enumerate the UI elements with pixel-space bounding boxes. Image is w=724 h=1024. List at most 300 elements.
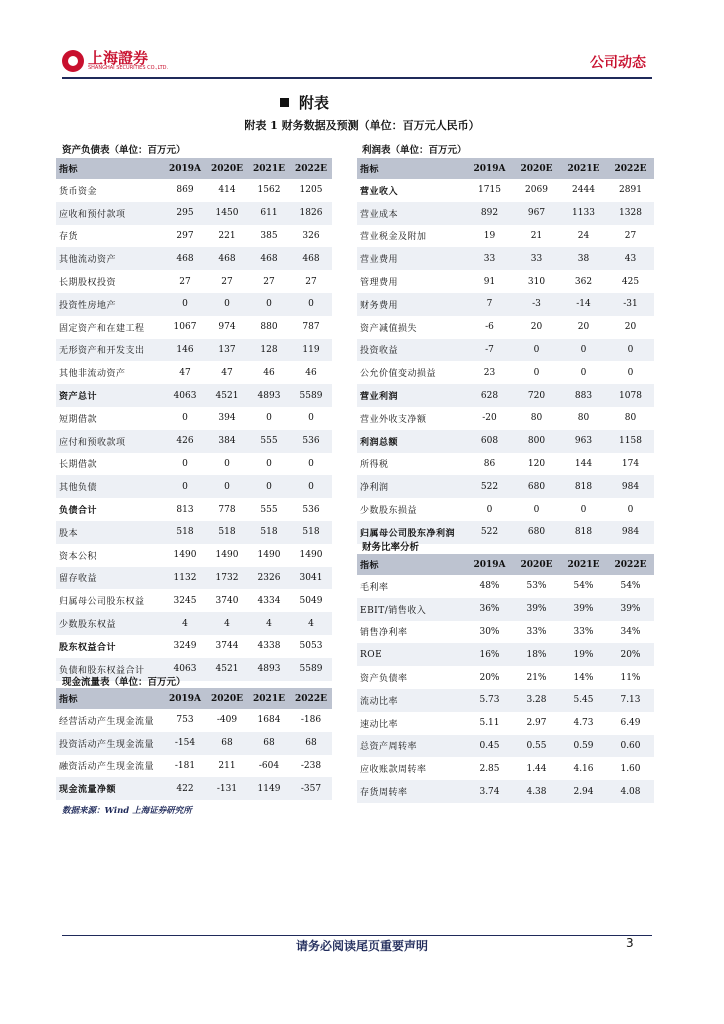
table-cell: 1132 [164,567,206,590]
column-header: 2021E [248,688,290,709]
table-cell: 883 [560,384,607,407]
appendix-title: 附表 [299,94,330,112]
row-label: 存货 [59,232,79,243]
table-cell: 0 [580,367,587,378]
row-label: 现金流量净额 [56,777,164,800]
table-cell: 4 [248,612,290,635]
row-label: 营业利润 [357,384,466,407]
table-row [357,575,654,598]
table-cell: -409 [216,715,238,726]
table-row [56,521,332,544]
column-header: 指标 [56,158,164,179]
row-label: 利润总额 [357,430,466,453]
row-label: 总资产周转率 [357,735,466,758]
table-cell: 5589 [290,658,332,681]
table-cell: 0 [290,293,332,316]
table-cell: 1562 [257,185,281,196]
table-row [357,475,654,498]
row-label: 资本公积 [59,551,98,562]
ratios-title: 财务比率分析 [362,542,420,553]
table-cell: 468 [290,247,332,270]
row-label: ROE [357,643,466,666]
table-cell: 91 [483,276,496,287]
row-label: 经营活动产生现金流量 [59,716,155,727]
table-cell: 174 [621,458,640,469]
column-header: 2019A [466,158,513,179]
table-row [357,430,654,453]
table-row [56,202,332,225]
row-label: 长期借款 [59,460,98,471]
table-cell: 27 [305,276,317,287]
table-cell: 1490 [257,550,281,561]
table-cell: 68 [290,732,332,755]
table-header-row [56,158,332,179]
table-cell: -181 [174,760,196,771]
table-cell: 422 [164,777,206,800]
table-cell: 4521 [206,384,248,407]
row-label: 速动比率 [360,719,399,730]
table-cell: 680 [513,475,560,498]
row-label: 固定资产和在建工程 [59,323,145,334]
table-cell: 3740 [215,595,239,606]
table-cell: 4 [164,612,206,635]
column-header: 2022E [290,158,332,179]
table-cell: 818 [560,475,607,498]
row-label: 股东权益合计 [59,642,117,653]
table-cell: 385 [260,230,278,241]
row-label: 短期借款 [59,414,98,425]
table-cell: 0 [224,458,230,469]
row-label: 其他负债 [56,475,164,498]
table-cell: 1490 [173,550,197,561]
table-cell: 6.49 [620,718,641,729]
table-cell: 0.45 [466,735,513,758]
column-header: 2019A [466,554,513,575]
table-cell: 144 [574,458,593,469]
table-cell: 5589 [290,384,332,407]
table-cell: 21% [526,672,547,683]
row-label: 营业税金及附加 [360,232,427,243]
table-cell: 3.28 [513,689,560,712]
table-cell: 4063 [164,384,206,407]
table-cell: 0.60 [607,735,654,758]
table-cell: 720 [513,384,560,407]
table-cell: 0 [248,293,290,316]
table-cell: 34% [620,626,641,637]
table-cell: 1684 [257,715,281,726]
table-cell: 1715 [478,185,501,196]
table-cell: 0 [486,504,493,515]
row-label: 无形资产和开发支出 [56,339,164,362]
table-row [56,430,332,453]
table-row [56,498,332,521]
row-label: 销售净利率 [360,628,408,639]
table-cell: 33% [526,626,547,637]
table-cell: 1067 [173,322,197,333]
table-cell: 27 [263,276,275,287]
table-cell: 43 [607,247,654,270]
row-label: 所得税 [360,460,389,471]
table-cell: 33% [573,626,594,637]
table-cell: 19% [560,643,607,666]
row-label: 管理费用 [360,278,399,289]
income-statement-title: 利润表（单位：百万元） [362,145,467,156]
table-cell: 880 [260,322,278,333]
table-cell: -3 [513,293,560,316]
table-row [357,643,654,666]
logo-text: 上海證券 [88,49,149,67]
table-cell: 3041 [290,567,332,590]
table-row [357,179,654,202]
row-label: 货币资金 [59,186,98,197]
table-cell: 5.45 [560,689,607,712]
table-cell: 680 [513,521,560,544]
row-label: 营业外收支净额 [360,414,427,425]
table-cell: 787 [302,322,320,333]
column-header: 2020E [513,158,560,179]
balance-sheet-table [56,158,332,681]
table-cell: 3.74 [466,780,513,803]
table-cell: 221 [218,230,236,241]
table-cell: 3744 [215,641,239,652]
table-row [357,780,654,803]
table-row [357,384,654,407]
table-cell: 0 [182,458,188,469]
table-cell: 0 [206,475,248,498]
table-cell: 628 [466,384,513,407]
table-cell: 47 [221,367,233,378]
table-cell: 2326 [248,567,290,590]
column-header: 2022E [607,158,654,179]
column-header: 指标 [357,554,466,575]
table-row [56,225,332,248]
table-row [357,757,654,780]
table-cell: 16% [466,643,513,666]
table-cell: 24 [577,230,590,241]
table-cell: 7 [466,293,513,316]
table-row [357,293,654,316]
table-cell: 3245 [173,595,197,606]
table-cell: -357 [290,777,332,800]
table-header-row [357,158,654,179]
table-cell: 0 [266,413,272,424]
table-cell: 2069 [525,185,548,196]
table-row [357,666,654,689]
table-row [56,339,332,362]
column-header: 指标 [357,158,466,179]
table-cell: 4.73 [573,718,594,729]
table-cell: 753 [176,715,194,726]
table-cell: 0 [580,504,587,515]
table-row [56,635,332,658]
table-cell: 39% [607,598,654,621]
table-cell: 0 [182,413,188,424]
table-row [357,689,654,712]
row-label: 融资活动产生现金流量 [59,762,155,773]
table-cell: 5.11 [479,718,500,729]
table-row [357,247,654,270]
table-cell: 47 [179,367,191,378]
table-row [357,225,654,248]
row-label: 流动比率 [357,689,466,712]
table-cell: 20 [577,322,590,333]
table-cell: 0 [290,475,332,498]
table-cell: 48% [479,581,500,592]
table-row [56,732,332,755]
row-label: 资产减值损失 [360,323,418,334]
table-cell: 522 [466,475,513,498]
table-row [357,361,654,384]
logo-subtext: SHANGHAI SECURITIES CO.,LTD. [88,65,169,71]
table-cell: 18% [513,643,560,666]
table-row [56,453,332,476]
table-header-row [56,688,332,709]
table-cell: 4.38 [513,780,560,803]
table-cell: 611 [248,202,290,225]
table-cell: 813 [176,504,194,515]
table-header-row [357,554,654,575]
table-cell: 2.85 [479,763,500,774]
table-cell: 0 [266,458,272,469]
table-cell: 0 [533,367,540,378]
table-cell: 0 [308,458,314,469]
table-cell: 20% [607,643,654,666]
row-label: 少数股东权益 [56,612,164,635]
table-cell: 5053 [299,641,323,652]
table-cell: 0 [164,293,206,316]
column-header: 2020E [206,158,248,179]
table-cell: 518 [290,521,332,544]
table-cell: 295 [164,202,206,225]
table-row [357,712,654,735]
table-cell: 326 [302,230,320,241]
table-row [357,270,654,293]
row-label: 归属母公司股东净利润 [357,521,466,544]
table-cell: 1328 [607,202,654,225]
table-cell: 1490 [299,550,323,561]
table-row [56,384,332,407]
disclaimer-note: 请务必阅读尾页重要声明 [295,939,428,953]
table-cell: 1.60 [620,763,641,774]
table-cell: 0 [206,293,248,316]
row-label: EBIT/销售收入 [357,598,466,621]
table-cell: 800 [513,430,560,453]
table-row [56,316,332,339]
row-label: 净利润 [357,475,466,498]
row-label: 营业费用 [357,247,466,270]
financial-ratios-table [357,554,654,803]
table-cell: 80 [577,413,590,424]
table-cell: 1133 [560,202,607,225]
table-row [56,407,332,430]
header-divider [62,77,652,79]
table-cell: 310 [527,276,546,287]
row-label: 投资活动产生现金流量 [56,732,164,755]
table-cell: 33 [466,247,513,270]
data-source-note: 数据来源：Wind 上海证券研究所 [62,806,192,816]
table-cell: 1732 [206,567,248,590]
company-logo [62,50,168,72]
table-cell: 555 [260,504,278,515]
table-cell: 536 [290,430,332,453]
table-cell: 522 [466,521,513,544]
table-cell: 68 [248,732,290,755]
appendix-heading [280,92,329,113]
row-label: 应收和预付款项 [56,202,164,225]
table-cell: 27 [624,230,637,241]
balance-sheet-title: 资产负债表（单位：百万元） [62,145,186,156]
table-row [56,612,332,635]
table-cell: 297 [176,230,194,241]
table-row [56,475,332,498]
row-label: 应付和预收款项 [56,430,164,453]
table-cell: 518 [248,521,290,544]
table-cell: -154 [164,732,206,755]
column-header: 2022E [607,554,654,575]
table-cell: 2891 [619,185,642,196]
table-cell: -238 [300,760,322,771]
row-label: 投资收益 [357,339,466,362]
table-cell: 1.44 [526,763,547,774]
table-cell: 1149 [248,777,290,800]
page-header [62,48,652,76]
row-label: 毛利率 [360,582,389,593]
square-bullet-icon [280,98,289,107]
table-cell: 54% [620,581,641,592]
table-row [56,567,332,590]
table-title: 附表 1 财务数据及预测（单位：百万元人民币） [244,119,480,132]
table-cell: 892 [466,202,513,225]
column-header: 2021E [248,158,290,179]
table-cell: 33 [513,247,560,270]
table-cell: 54% [573,581,594,592]
table-cell: 0 [607,339,654,362]
row-label: 营业成本 [357,202,466,225]
table-cell: 4063 [164,658,206,681]
row-label: 负债合计 [59,506,98,517]
table-cell: 963 [560,430,607,453]
table-cell: -31 [607,293,654,316]
table-cell: 7.13 [607,689,654,712]
table-cell: 0 [533,504,540,515]
row-label: 投资性房地产 [56,293,164,316]
table-cell: 1158 [607,430,654,453]
table-cell: 46 [305,367,317,378]
table-cell: 21 [530,230,543,241]
table-cell: -186 [300,715,322,726]
table-cell: 4893 [248,384,290,407]
page-number: 3 [626,936,634,950]
row-label: 长期股权投资 [59,278,117,289]
table-cell: 80 [624,413,637,424]
column-header: 2020E [206,688,248,709]
table-cell: 967 [513,202,560,225]
column-header: 2019A [164,158,206,179]
row-label: 财务费用 [357,293,466,316]
logo-emblem-icon [62,50,84,72]
table-row [357,407,654,430]
row-label: 存货周转率 [357,780,466,803]
row-label: 少数股东损益 [360,506,418,517]
table-cell: 0.59 [560,735,607,758]
table-cell: 426 [164,430,206,453]
table-cell: 4338 [257,641,281,652]
table-cell: 818 [560,521,607,544]
table-cell: -14 [560,293,607,316]
table-cell: 0 [627,367,634,378]
table-row [357,453,654,476]
table-cell: 4521 [206,658,248,681]
table-cell: 984 [607,475,654,498]
table-cell: 4893 [248,658,290,681]
table-cell: 0 [164,475,206,498]
table-cell: 1826 [290,202,332,225]
table-cell: -6 [485,322,494,333]
table-cell: 20 [530,322,543,333]
row-label: 资产总计 [56,384,164,407]
table-cell: 778 [218,504,236,515]
table-cell: 2.97 [526,718,547,729]
row-label: 负债和股东权益合计 [56,658,164,681]
table-cell: 425 [621,276,640,287]
column-header: 指标 [56,688,164,709]
table-cell: 536 [302,504,320,515]
table-cell: 518 [206,521,248,544]
table-row [357,735,654,758]
row-label: 应收账款周转率 [360,765,427,776]
table-row [56,361,332,384]
row-label: 股本 [56,521,164,544]
table-row [56,544,332,567]
table-cell: 4 [206,612,248,635]
table-row [357,598,654,621]
column-header: 2021E [560,554,607,575]
column-header: 2022E [290,688,332,709]
table-cell: 146 [164,339,206,362]
row-label: 留存收益 [56,567,164,590]
footer-divider [62,935,652,936]
table-cell: 974 [218,322,236,333]
table-row [56,293,332,316]
table-row [56,777,332,800]
table-cell: 0 [627,504,634,515]
table-cell: 4334 [257,595,281,606]
table-cell: 20 [624,322,637,333]
table-row [56,755,332,778]
table-cell: 27 [221,276,233,287]
table-cell: 14% [573,672,594,683]
row-label: 资产负债率 [360,674,408,685]
row-label: 营业收入 [360,186,399,197]
table-cell: 0 [308,413,314,424]
table-row [357,316,654,339]
table-cell: 869 [176,185,194,196]
table-cell: 1205 [299,185,323,196]
table-cell: 1078 [607,384,654,407]
report-type-tag: 公司动态 [590,55,646,71]
table-cell: 86 [483,458,496,469]
table-row [357,621,654,644]
table-cell: 53% [526,581,547,592]
table-cell: -20 [482,413,497,424]
table-cell: 20% [479,672,500,683]
table-cell: 27 [179,276,191,287]
table-cell: 1490 [215,550,239,561]
table-row [56,709,332,732]
table-cell: 362 [574,276,593,287]
table-row [357,339,654,362]
table-cell: 38 [560,247,607,270]
